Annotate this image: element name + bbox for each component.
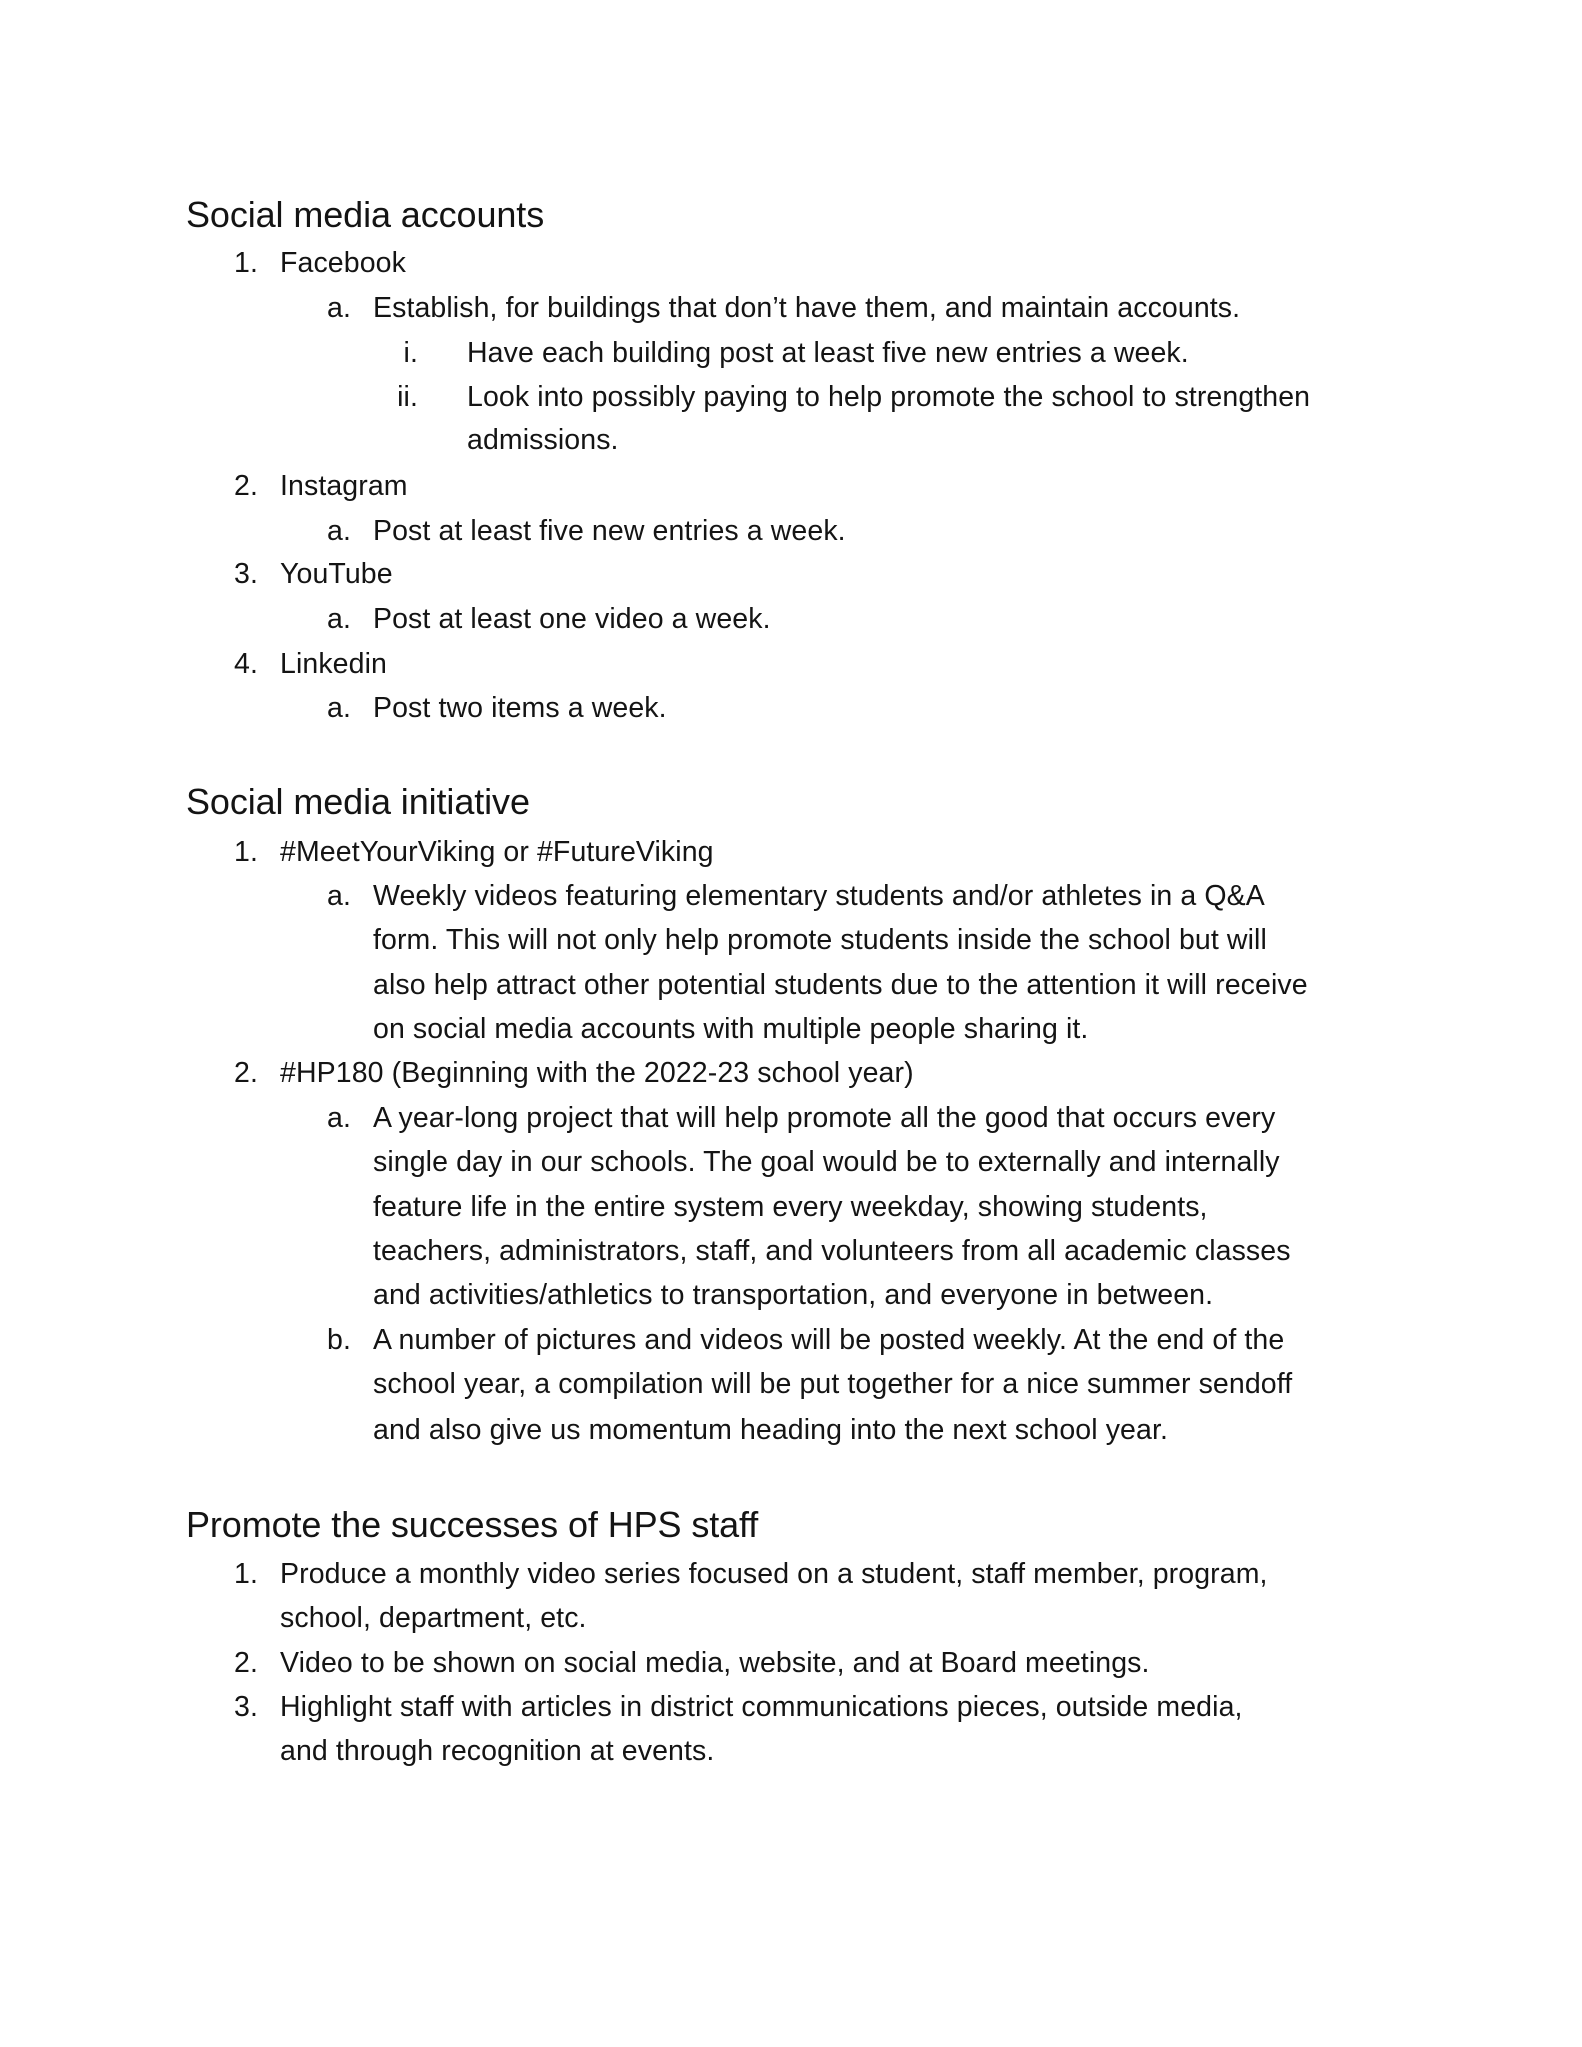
list-item-continuation: teachers, administrators, staff, and volunteers from all academic classes: [373, 1235, 1291, 1267]
list-marker: 2.: [234, 470, 258, 502]
list-item-facebook: Facebook: [280, 247, 406, 279]
list-item: Post at least one video a week.: [373, 603, 771, 635]
list-item-continuation: also help attract other potential students due to the attention it will receive: [373, 969, 1308, 1001]
list-item: Produce a monthly video series focused on a student, staff member, program,: [280, 1558, 1268, 1590]
list-item: Weekly videos featuring elementary students and/or athletes in a Q&A: [373, 880, 1265, 912]
list-item: Post two items a week.: [373, 692, 667, 724]
list-item-linkedin: Linkedin: [280, 648, 387, 680]
section-heading-social-media-accounts: Social media accounts: [186, 194, 545, 235]
list-marker: a.: [327, 292, 351, 324]
list-marker: a.: [327, 692, 351, 724]
list-marker: 1.: [234, 247, 258, 279]
list-item-continuation: and activities/athletics to transportation, and everyone in between.: [373, 1279, 1214, 1311]
list-item-continuation: school year, a compilation will be put together for a nice summer sendoff: [373, 1368, 1293, 1400]
list-marker: 3.: [234, 558, 258, 590]
list-marker: 2.: [234, 1647, 258, 1679]
list-marker: a.: [327, 515, 351, 547]
list-item: A number of pictures and videos will be posted weekly. At the end of the: [373, 1324, 1285, 1356]
list-item: Establish, for buildings that don’t have them, and maintain accounts.: [373, 292, 1241, 324]
list-item: Have each building post at least five new entries a week.: [467, 337, 1189, 369]
list-marker: a.: [327, 880, 351, 912]
list-item-meetyourviking: #MeetYourViking or #FutureViking: [280, 836, 714, 868]
list-marker: 4.: [234, 648, 258, 680]
list-item-continuation: school, department, etc.: [280, 1602, 587, 1634]
list-item-continuation: single day in our schools. The goal would be to externally and internally: [373, 1146, 1280, 1178]
list-item-youtube: YouTube: [280, 558, 393, 590]
list-item-continuation: on social media accounts with multiple people sharing it.: [373, 1013, 1089, 1045]
list-item-continuation: and also give us momentum heading into the next school year.: [373, 1414, 1168, 1446]
list-marker: b.: [327, 1324, 351, 1356]
list-marker: ii.: [397, 381, 418, 413]
list-item-continuation: and through recognition at events.: [280, 1735, 715, 1767]
list-item-continuation: admissions.: [467, 424, 619, 456]
section-heading-social-media-initiative: Social media initiative: [186, 781, 530, 822]
list-marker: a.: [327, 1102, 351, 1134]
list-marker: 3.: [234, 1691, 258, 1723]
list-item: A year-long project that will help promote all the good that occurs every: [373, 1102, 1276, 1134]
section-heading-promote-successes: Promote the successes of HPS staff: [186, 1504, 759, 1545]
list-marker: i.: [403, 337, 418, 369]
list-marker: 1.: [234, 836, 258, 868]
list-item-instagram: Instagram: [280, 470, 408, 502]
list-item-hp180: #HP180 (Beginning with the 2022-23 school year): [280, 1057, 914, 1089]
list-item-continuation: form. This will not only help promote students inside the school but will: [373, 924, 1267, 956]
list-item: Highlight staff with articles in district communications pieces, outside media,: [280, 1691, 1243, 1723]
list-item: Post at least five new entries a week.: [373, 515, 846, 547]
list-item: Look into possibly paying to help promote the school to strengthen: [467, 381, 1311, 413]
list-item: Video to be shown on social media, website, and at Board meetings.: [280, 1647, 1150, 1679]
list-marker: a.: [327, 603, 351, 635]
list-marker: 2.: [234, 1057, 258, 1089]
list-item-continuation: feature life in the entire system every weekday, showing students,: [373, 1191, 1208, 1223]
list-marker: 1.: [234, 1558, 258, 1590]
